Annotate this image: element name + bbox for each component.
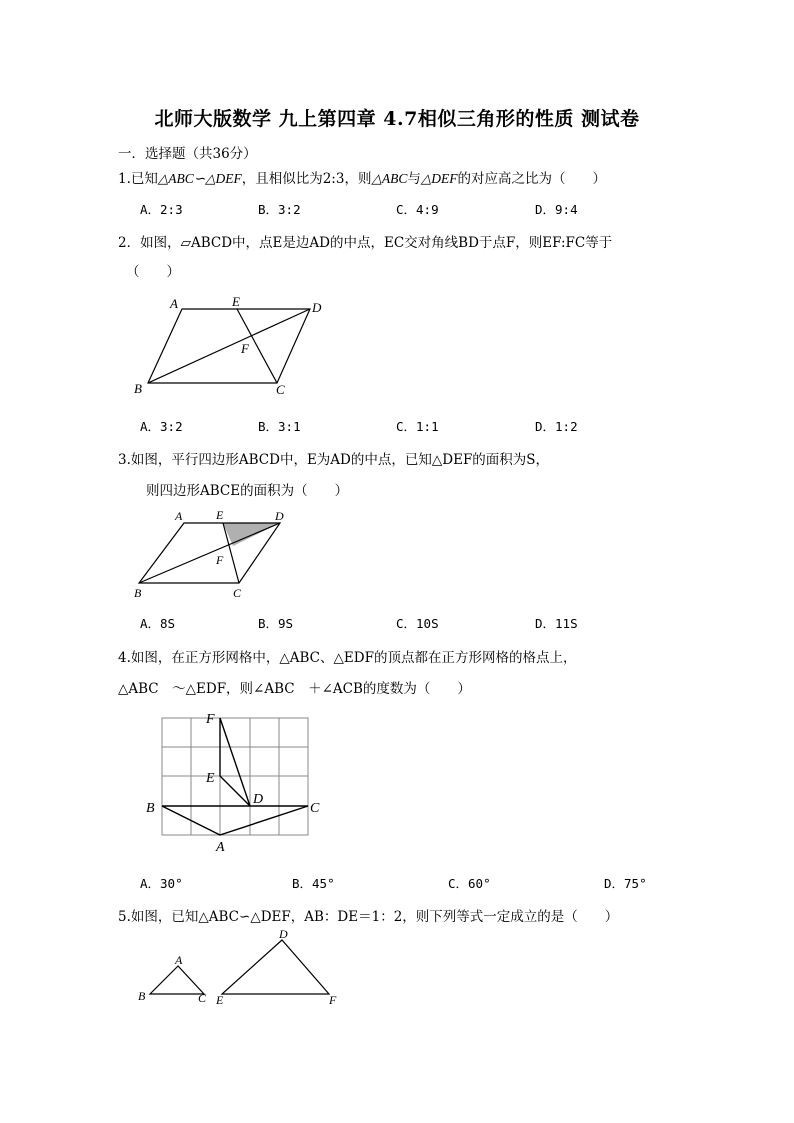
q4-option-a[interactable]: A．30° (140, 876, 183, 891)
question-3-stem-cont: 则四边形ABCE的面积为（ ） (146, 483, 349, 499)
q4-grid-figure (140, 706, 340, 856)
q2-label-e: E (232, 294, 240, 309)
q2-option-c[interactable]: C．1:1 (396, 419, 439, 434)
q3-option-c[interactable]: C．10S (396, 616, 439, 631)
q2-parallelogram-figure (120, 290, 340, 400)
q5-triangle-def (222, 940, 329, 994)
q2-option-a[interactable]: A．3:2 (140, 419, 183, 434)
q3-label-d: D (275, 509, 284, 523)
q2-label-f: F (241, 341, 249, 356)
question-4-stem: 4.如图，在正方形网格中，△ABC、△EDF的顶点都在正方形网格的格点上， (118, 650, 577, 666)
q4-label-b: B (146, 801, 155, 816)
q5-label-a: A (175, 953, 183, 967)
question-2-stem-cont: （ ） (126, 264, 180, 280)
q4-triangle-edf (220, 718, 250, 806)
q2-label-c: C (276, 382, 285, 397)
q4-option-b[interactable]: B．45° (292, 876, 335, 891)
q3-label-b: B (134, 586, 142, 600)
q4-label-d: D (253, 792, 264, 807)
q2-option-b[interactable]: B．3:1 (258, 419, 301, 434)
question-3-stem: 3.如图，平行四边形ABCD中，E为AD的中点，已知△DEF的面积为S， (118, 452, 550, 468)
q3-parallelogram-figure (125, 506, 300, 602)
q5-label-f: F (329, 993, 337, 1007)
q3-option-a[interactable]: A．8S (140, 616, 176, 631)
q3-label-a: A (175, 509, 183, 523)
q5-label-d: D (279, 927, 288, 941)
q3-label-e: E (216, 508, 224, 522)
q3-option-d[interactable]: D．11S (535, 616, 578, 631)
q5-label-b: B (138, 989, 146, 1003)
q4-label-a: A (216, 840, 225, 855)
q3-label-f: F (216, 553, 224, 567)
q1-option-d[interactable]: D．9:4 (535, 202, 578, 217)
q2-diagonal-bd (148, 309, 310, 383)
q2-label-b: B (134, 381, 142, 396)
q4-option-d[interactable]: D．75° (604, 876, 647, 891)
q5-label-c: C (198, 991, 207, 1005)
q1-option-b[interactable]: B．3:2 (258, 202, 301, 217)
q4-label-e: E (206, 771, 215, 786)
q5-triangle-abc (150, 966, 204, 994)
q2-label-a: A (170, 296, 178, 311)
q2-label-d: D (312, 300, 322, 315)
question-2-stem: 2．如图，▱ABCD中，点E是边AD的中点，EC交对角线BD于点F，则EF:FC等于 (118, 235, 613, 251)
q4-option-c[interactable]: C．60° (448, 876, 491, 891)
q4-triangle-abc (162, 806, 308, 835)
q4-label-c: C (310, 801, 320, 816)
q1-option-a[interactable]: A．2:3 (140, 202, 183, 217)
q2-option-d[interactable]: D．1:2 (535, 419, 578, 434)
question-4-stem-cont: △ABC ～△EDF，则∠ABC ＋∠ACB的度数为（ ） (118, 681, 471, 697)
q3-option-b[interactable]: B．9S (258, 616, 294, 631)
q4-label-f: F (206, 712, 215, 727)
q5-triangles-figure (130, 924, 350, 1010)
q1-option-c[interactable]: C．4:9 (396, 202, 439, 217)
page-title: 北师大版数学 九上第四章 4.7相似三角形的性质 测试卷 (154, 108, 640, 130)
section-heading: 一．选择题（共36分） (118, 146, 257, 162)
question-1-stem: 1.已知△ABC∽△DEF，且相似比为2:3，则△ABC与△DEF的对应高之比为（ ） (118, 171, 606, 187)
question-5-stem: 5.如图，已知△ABC∽△DEF，AB：DE＝1：2，则下列等式一定成立的是（ ） (118, 909, 619, 925)
q3-label-c: C (233, 586, 242, 600)
q5-label-e: E (216, 993, 224, 1007)
